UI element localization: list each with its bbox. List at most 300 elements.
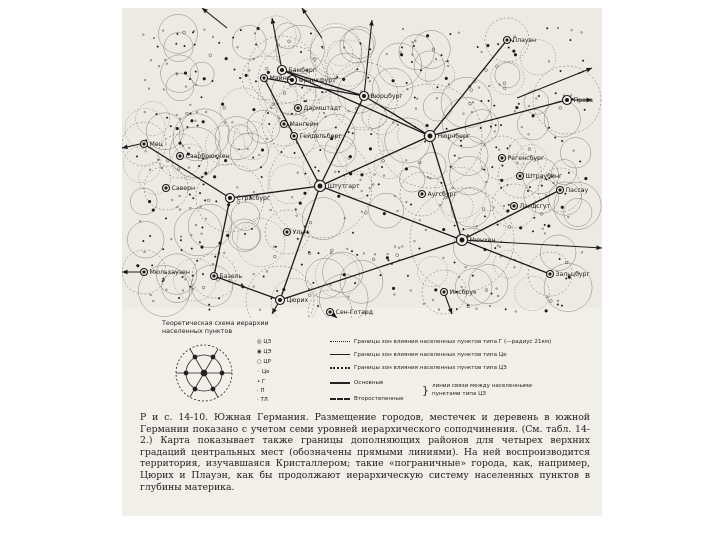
settlement-map (122, 8, 602, 318)
city-label: Франкфурт (298, 77, 336, 84)
settlement-dot (463, 113, 465, 115)
settlement-dot (420, 70, 422, 72)
arrowhead (122, 145, 128, 150)
settlement-dot (460, 145, 462, 147)
settlement-dot (411, 61, 413, 63)
influence-circle (161, 55, 199, 93)
city-label: Мец (149, 141, 163, 148)
settlement-dot (472, 102, 474, 104)
settlement-dot (361, 211, 363, 213)
settlement-dot (192, 197, 194, 199)
settlement-dot (436, 97, 438, 99)
settlement-dot (502, 165, 504, 167)
settlement-dot (192, 288, 194, 290)
settlement-dot (432, 299, 434, 301)
settlement-dot (308, 251, 310, 253)
settlement-dot (499, 246, 501, 248)
settlement-dot (194, 44, 196, 46)
city-label: Штраубинг (525, 173, 563, 180)
settlement-dot (136, 156, 138, 158)
settlement-dot (181, 249, 183, 251)
city-marker (504, 37, 537, 45)
settlement-dot (190, 286, 192, 288)
settlement-dot (441, 54, 443, 56)
settlement-dot (547, 297, 549, 299)
city-marker (557, 187, 589, 195)
settlement-dot (201, 176, 203, 178)
settlement-dot (186, 112, 189, 115)
settlement-dot (467, 234, 469, 236)
legend-brace-text: линии связи между населенными пунктами типа ЦЗ (432, 383, 532, 397)
city-label: Аугсбург (427, 191, 457, 198)
settlement-dot (454, 155, 456, 157)
settlement-dot (317, 305, 319, 307)
city-label: Базель (219, 273, 243, 280)
settlement-dot (198, 165, 200, 167)
city-label: Ульм (292, 229, 309, 236)
settlement-dot (297, 238, 299, 240)
settlement-dot (382, 159, 385, 162)
settlement-dot (503, 82, 506, 85)
settlement-dot (321, 46, 323, 48)
city-marker (425, 131, 471, 142)
influence-circle (560, 138, 591, 169)
settlement-dot (224, 252, 226, 254)
settlement-dot (153, 37, 155, 39)
settlement-dot (245, 74, 248, 77)
settlement-dot (406, 201, 408, 203)
influence-circle (399, 35, 434, 70)
influence-circle (230, 133, 268, 171)
settlement-dot (195, 120, 197, 122)
settlement-dot (321, 91, 323, 93)
settlement-dot (365, 211, 368, 214)
settlement-dot (458, 276, 460, 278)
city-marker (288, 76, 337, 85)
settlement-dot (361, 173, 364, 176)
city-marker (276, 296, 309, 305)
settlement-dot (405, 160, 407, 162)
settlement-dot (561, 140, 563, 142)
settlement-dot (367, 77, 369, 79)
settlement-dot (491, 166, 493, 168)
settlement-dot (374, 174, 376, 176)
settlement-dot (199, 241, 201, 243)
influence-circle (162, 272, 193, 303)
settlement-dot (193, 30, 195, 32)
city-label: Мюнхен (469, 237, 496, 244)
settlement-dot (143, 240, 145, 242)
settlement-dot (487, 44, 490, 47)
settlement-dot (477, 46, 479, 48)
city-marker (441, 288, 477, 296)
settlement-dot (151, 265, 153, 267)
settlement-dot (476, 308, 478, 310)
settlement-dot (527, 190, 529, 192)
settlement-dot (212, 263, 214, 265)
city-label: Инсбрук (449, 289, 477, 296)
settlement-dot (506, 210, 509, 213)
settlement-dot (508, 47, 510, 49)
settlement-dot (247, 148, 249, 150)
settlement-dot (225, 57, 228, 60)
book-page (122, 8, 602, 516)
city-marker (278, 66, 317, 75)
settlement-dot (568, 172, 570, 174)
influence-circle (310, 27, 362, 79)
settlement-dot (318, 252, 320, 254)
settlement-dot (226, 234, 229, 237)
settlement-dot (334, 171, 336, 173)
settlement-dot (239, 77, 241, 79)
settlement-dot (308, 294, 311, 297)
settlement-dot (495, 124, 497, 126)
settlement-dot (407, 275, 409, 277)
settlement-dot (425, 229, 427, 231)
settlement-dot (514, 267, 516, 269)
settlement-dot (540, 213, 543, 216)
settlement-dot (273, 246, 275, 248)
settlement-dot (554, 137, 556, 139)
settlement-dot (406, 82, 408, 84)
settlement-dot (144, 79, 146, 81)
settlement-dot (374, 254, 376, 256)
settlement-dot (208, 304, 210, 306)
city-marker (499, 154, 545, 162)
settlement-dot (252, 157, 254, 159)
settlement-dot (480, 127, 482, 129)
settlement-dot (494, 247, 496, 249)
settlement-dot (503, 205, 505, 207)
legend-symbol: ○ ЦР (257, 359, 271, 365)
settlement-dot (157, 46, 159, 48)
settlement-dot (205, 218, 207, 220)
settlement-dot (314, 166, 316, 168)
legend-symbol: ◎ ЦЗ (257, 339, 272, 345)
settlement-dot (145, 151, 147, 153)
legend-line: Границы зон влияния населенных пунктов типа Це (330, 352, 507, 358)
settlement-dot (488, 100, 490, 102)
settlement-dot (528, 148, 531, 151)
settlement-dot (288, 40, 291, 43)
settlement-dot (447, 60, 449, 62)
settlement-dot (548, 127, 550, 129)
city-label: Прага (573, 97, 593, 104)
settlement-dot (139, 221, 141, 223)
city-label: Сен-Готард (335, 309, 374, 316)
settlement-dot (330, 249, 333, 252)
city-label: Регенсбург (507, 155, 545, 162)
settlement-dot (360, 43, 362, 45)
influence-circle (442, 98, 492, 148)
settlement-dot (388, 259, 390, 261)
settlement-dot (175, 43, 177, 45)
city-label: Цюрих (286, 297, 309, 304)
arrowhead (302, 8, 307, 14)
influence-circle (191, 265, 232, 306)
city-label: Мангейм (289, 121, 319, 128)
settlement-dot (318, 170, 320, 172)
city-marker (261, 74, 291, 82)
connection-line (462, 190, 560, 240)
settlement-dot (434, 289, 437, 292)
settlement-dot (199, 192, 201, 194)
influence-circle (544, 101, 580, 137)
settlement-dot (201, 96, 203, 98)
settlement-dot (144, 111, 146, 113)
city-label: Пассау (565, 187, 589, 194)
settlement-dot (394, 294, 396, 296)
settlement-dot (265, 67, 268, 70)
legend-line: Второстепенные (330, 396, 404, 402)
settlement-dot (204, 200, 206, 202)
settlement-dot (458, 32, 460, 34)
settlement-dot (275, 246, 277, 248)
settlement-dot (223, 106, 226, 109)
settlement-dot (202, 227, 204, 229)
settlement-dot (549, 300, 552, 303)
arrowhead (586, 68, 592, 72)
legend-line: Основные (330, 380, 383, 386)
city-marker (281, 120, 319, 128)
settlement-dot (179, 209, 181, 211)
settlement-dot (547, 225, 550, 228)
settlement-dot (182, 290, 184, 292)
settlement-dot (490, 126, 492, 128)
influence-circle (425, 60, 455, 90)
settlement-dot (197, 125, 199, 127)
influence-circle (378, 43, 422, 87)
settlement-dot (214, 256, 216, 258)
settlement-dot (190, 207, 192, 209)
settlement-dot (304, 100, 306, 102)
settlement-dot (392, 287, 395, 290)
settlement-dot (538, 95, 540, 97)
city-label: Гейдельберг (299, 133, 342, 140)
settlement-dot (369, 49, 371, 51)
settlement-dot (472, 275, 474, 277)
settlement-dot (570, 95, 572, 97)
settlement-dot (263, 276, 265, 278)
settlement-dot (568, 216, 570, 218)
settlement-dot (191, 248, 193, 250)
settlement-dot (414, 97, 416, 99)
settlement-dot (445, 77, 448, 80)
settlement-dot (143, 34, 145, 36)
settlement-dot (144, 251, 146, 253)
settlement-dot (313, 282, 315, 284)
city-marker (284, 229, 309, 237)
influence-circle (515, 276, 550, 311)
settlement-dot (237, 47, 239, 49)
settlement-dot (497, 295, 499, 297)
settlement-dot (542, 228, 544, 230)
settlement-dot (267, 112, 269, 114)
influence-circle (228, 125, 253, 150)
settlement-dot (148, 200, 151, 203)
settlement-dot (519, 226, 522, 229)
legend-symbol: ◉ ЦЭ (257, 349, 272, 355)
settlement-dot (509, 145, 511, 147)
influence-circle (231, 202, 259, 230)
settlement-dot (383, 175, 385, 177)
scheme-title: Теоретическая схема иерархии населенных пунктов (162, 319, 269, 335)
settlement-dot (454, 225, 456, 227)
settlement-dot (423, 303, 425, 305)
settlement-dot (163, 89, 165, 91)
settlement-dot (337, 195, 340, 198)
settlement-dot (347, 248, 349, 250)
legend-symbol: • Г (257, 379, 266, 385)
settlement-dot (190, 113, 192, 115)
settlement-dot (203, 77, 206, 80)
settlement-dot (212, 80, 214, 82)
settlement-dot (209, 309, 211, 311)
settlement-dot (294, 152, 296, 154)
influence-circle (520, 40, 555, 75)
settlement-dot (216, 201, 218, 203)
influence-circle (232, 222, 260, 250)
settlement-dot (204, 172, 207, 175)
settlement-dot (196, 111, 198, 113)
influence-circle (228, 219, 261, 252)
settlement-dot (255, 44, 257, 46)
settlement-dot (546, 27, 548, 29)
city-label: Зальцбург (555, 271, 590, 278)
settlement-dot (251, 228, 253, 230)
settlement-dot (291, 113, 293, 115)
city-marker (163, 185, 196, 193)
settlement-dot (465, 266, 467, 268)
settlement-dot (501, 187, 503, 189)
city-label: Бамберг (288, 67, 317, 74)
settlement-dot (291, 196, 293, 198)
influence-circle (400, 167, 425, 192)
connection-line (320, 136, 430, 186)
settlement-dot (300, 51, 302, 53)
settlement-dot (162, 30, 164, 32)
settlement-dot (544, 224, 546, 226)
settlement-dot (397, 124, 399, 126)
settlement-dot (301, 87, 303, 89)
settlement-dot (149, 169, 151, 171)
settlement-dot (348, 296, 350, 298)
settlement-dot (370, 133, 372, 135)
settlement-dot (252, 108, 255, 111)
settlement-dot (396, 254, 399, 257)
settlement-dot (171, 199, 173, 201)
settlement-dot (213, 175, 216, 178)
settlement-dot (361, 190, 363, 192)
settlement-dot (309, 221, 312, 224)
legend-line: Границы зон влияния населенных пунктов типа ЦЗ (330, 365, 507, 371)
settlement-dot (201, 233, 203, 235)
settlement-dot (439, 204, 441, 206)
settlement-dot (221, 103, 224, 106)
legend-brace: } (422, 384, 429, 397)
settlement-dot (281, 151, 283, 153)
city-label: Вюрцбург (370, 93, 403, 100)
settlement-dot (163, 278, 165, 280)
city-label: Мюльхаузен (149, 269, 190, 276)
influence-circle (453, 228, 491, 266)
settlement-dot (534, 217, 536, 219)
settlement-dot (360, 179, 362, 181)
influence-circle (136, 102, 170, 136)
settlement-dot (560, 70, 562, 72)
settlement-dot (557, 27, 559, 29)
settlement-dot (438, 309, 440, 311)
settlement-dot (443, 257, 445, 259)
influence-circle (190, 62, 214, 86)
settlement-dot (278, 117, 280, 119)
settlement-dot (304, 192, 307, 195)
settlement-dot (283, 92, 286, 95)
settlement-dot (191, 234, 193, 236)
settlement-dot (267, 71, 270, 74)
settlement-dot (271, 298, 273, 300)
influence-circle (412, 30, 450, 68)
settlement-dot (218, 298, 220, 300)
settlement-dot (485, 69, 488, 72)
influence-circle (414, 51, 444, 81)
influence-circle (275, 23, 301, 49)
settlement-dot (290, 85, 292, 87)
settlement-dot (205, 111, 207, 113)
settlement-dot (202, 273, 204, 275)
settlement-dot (176, 127, 179, 130)
settlement-dot (485, 181, 487, 183)
settlement-dot (557, 300, 559, 302)
settlement-dot (415, 40, 417, 42)
arrow-line (517, 68, 592, 98)
settlement-dot (232, 122, 234, 124)
settlement-dot (413, 45, 415, 47)
settlement-dot (209, 54, 212, 57)
arrowhead (122, 270, 128, 275)
settlement-dot (469, 102, 472, 105)
settlement-dot (557, 304, 559, 306)
settlement-dot (266, 271, 268, 273)
settlement-dot (352, 132, 354, 134)
settlement-dot (400, 52, 402, 54)
settlement-dot (166, 117, 168, 119)
settlement-dot (179, 195, 181, 197)
settlement-dot (323, 112, 325, 114)
settlement-dot (529, 186, 531, 188)
settlement-dot (180, 236, 182, 238)
city-marker (315, 181, 360, 192)
hexagon-scheme (164, 338, 244, 408)
settlement-dot (392, 79, 395, 82)
settlement-dot (571, 29, 573, 31)
settlement-dot (244, 233, 246, 235)
settlement-dot (224, 122, 226, 124)
settlement-dot (148, 88, 150, 90)
settlement-dot (136, 264, 139, 267)
influence-circle (270, 164, 310, 204)
influence-circle (372, 68, 412, 108)
settlement-dot (185, 279, 187, 281)
settlement-dot (165, 218, 167, 220)
settlement-dot (427, 176, 429, 178)
settlement-dot (424, 141, 426, 143)
settlement-dot (158, 65, 160, 67)
settlement-dot (410, 204, 412, 206)
settlement-dot (497, 224, 499, 226)
settlement-dot (201, 246, 204, 249)
legend-symbol: · ТЛ (257, 397, 268, 403)
